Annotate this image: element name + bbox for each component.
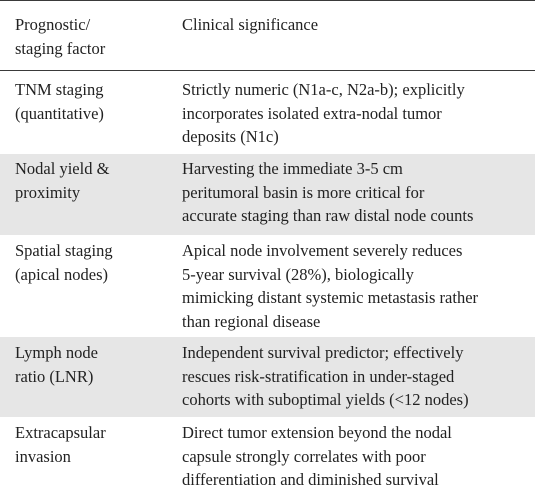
significance-line: Independent survival predictor; effectively <box>182 343 464 362</box>
factor-line: Lymph node <box>15 343 98 362</box>
significance-line: Strictly numeric (N1a-c, N2a-b); explicitly <box>182 80 465 99</box>
significance-line: Direct tumor extension beyond the nodal <box>182 423 452 442</box>
significance-cell <box>182 341 469 412</box>
table-row <box>0 337 535 417</box>
factor-cell <box>15 157 109 204</box>
table-row <box>0 154 535 235</box>
significance-line: 5-year survival (28%), biologically <box>182 264 414 284</box>
significance-line: Apical node involvement severely reduces <box>182 241 463 260</box>
header-factor-line: Prognostic/ <box>15 15 91 34</box>
factor-cell <box>15 421 106 468</box>
significance-cell <box>182 157 473 228</box>
factor-line: proximity <box>15 182 81 202</box>
significance-line: incorporates isolated extra-nodal tumor <box>182 103 442 123</box>
table-header-row <box>0 1 535 71</box>
significance-line: Harvesting the immediate 3-5 cm <box>182 159 403 178</box>
significance-line: mimicking distant systemic metastasis rather <box>182 288 479 307</box>
significance-cell <box>182 239 478 333</box>
significance-cell <box>182 421 452 492</box>
factor-line: Spatial staging <box>15 241 113 260</box>
header-significance-line: Clinical significance <box>182 15 319 34</box>
header-factor-line: staging factor <box>15 38 106 58</box>
factor-line: Nodal yield & <box>15 159 110 178</box>
factor-cell <box>15 239 113 286</box>
table-row <box>0 235 535 337</box>
significance-line: cohorts with suboptimal yields (<12 nodes) <box>182 390 469 409</box>
factor-line: (apical nodes) <box>15 264 108 284</box>
significance-cell <box>182 78 465 149</box>
significance-line: than regional disease <box>182 311 321 331</box>
significance-line: peritumoral basin is more critical for <box>182 182 425 202</box>
significance-line: accurate staging than raw distal node counts <box>182 206 474 225</box>
factor-cell <box>15 78 104 125</box>
header-significance <box>182 13 318 37</box>
significance-line: differentiation and diminished survival <box>182 470 439 489</box>
table-row <box>0 417 535 497</box>
factor-line: ratio (LNR) <box>15 366 94 386</box>
factor-line: TNM staging <box>15 80 104 99</box>
factor-line: Extracapsular <box>15 423 106 442</box>
header-factor <box>15 13 105 60</box>
table-row <box>0 71 535 154</box>
factor-cell <box>15 341 98 388</box>
factor-line: invasion <box>15 446 71 466</box>
significance-line: capsule strongly correlates with poor <box>182 446 426 466</box>
factor-line: (quantitative) <box>15 103 104 123</box>
significance-line: rescues risk-stratification in under-staged <box>182 366 455 386</box>
significance-line: deposits (N1c) <box>182 127 279 146</box>
